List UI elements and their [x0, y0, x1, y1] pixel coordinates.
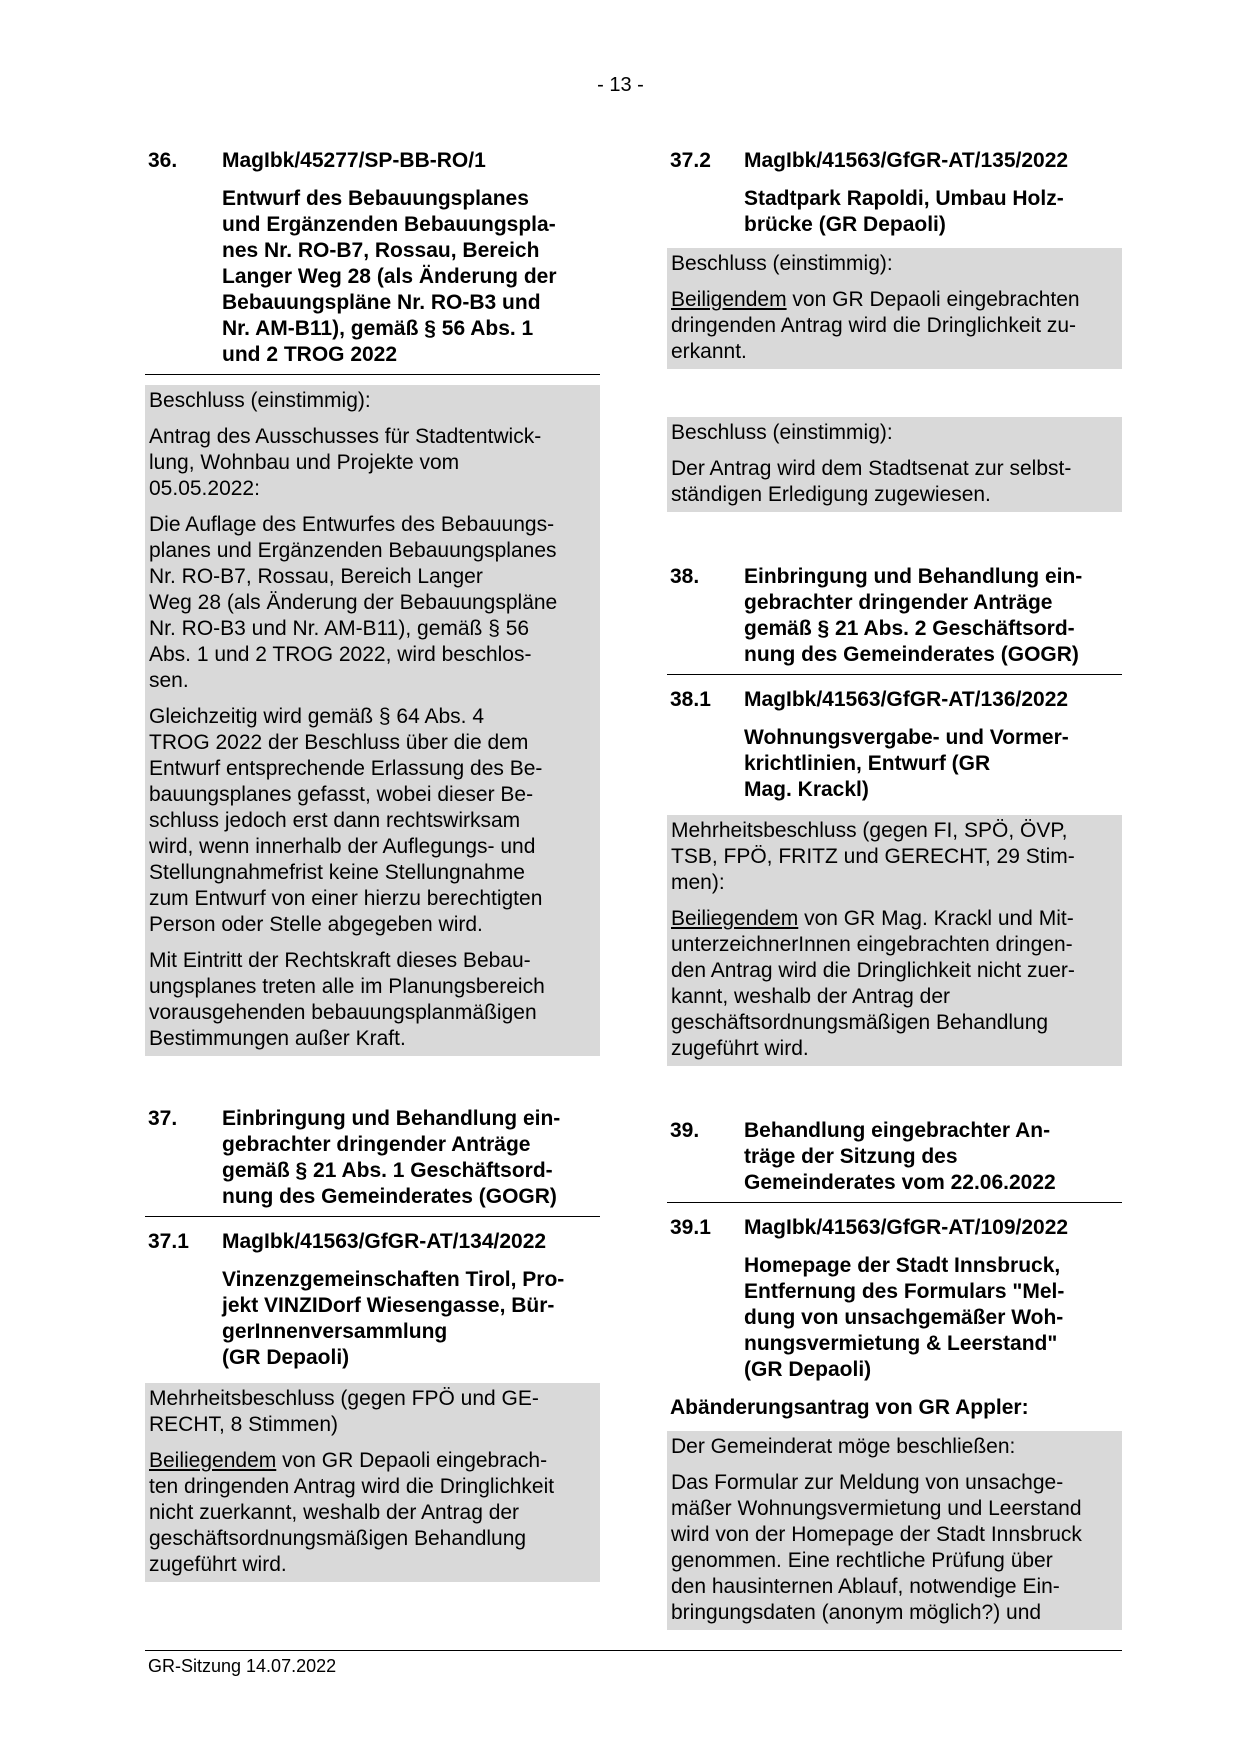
title-line: Langer Weg 28 (als Änderung der — [222, 265, 557, 288]
section-title — [145, 186, 600, 368]
line: 05.05.2022: — [149, 477, 260, 500]
section-39-1-heading — [667, 1215, 1122, 1383]
section-title — [145, 1267, 600, 1371]
resolution-label — [671, 818, 1118, 896]
section-number: 37.2 — [670, 149, 711, 172]
section-title — [222, 1106, 600, 1210]
title-line: gemäß § 21 Abs. 2 Geschäftsord- — [744, 617, 1075, 640]
underlined-word: Beiliegendem — [149, 1449, 277, 1472]
line: Mehrheitsbeschluss (gegen FI, SPÖ, ÖVP, — [671, 819, 1068, 842]
title-line: gebrachter dringender Anträge — [222, 1133, 531, 1156]
title-line: gerInnenversammlung — [222, 1320, 448, 1343]
line: Gleichzeitig wird gemäß § 64 Abs. 4 — [149, 705, 484, 728]
page-number: - 13 - — [597, 74, 644, 96]
line: den hausinternen Ablauf, notwendige Ein- — [671, 1575, 1060, 1598]
line: Stellungnahmefrist keine Stellungnahme — [149, 861, 525, 884]
line: geschäftsordnungsmäßigen Behandlung — [671, 1011, 1049, 1034]
line: lung, Wohnbau und Projekte vom — [149, 451, 460, 474]
line: vorausgehenden bebauungsplanmäßigen — [149, 1001, 537, 1024]
resolution-block — [667, 417, 1122, 512]
resolution-label — [149, 1386, 596, 1438]
section-title — [667, 725, 1122, 803]
line-rest: von GR Mag. Krackl und Mit- — [798, 907, 1074, 930]
title-line: Wohnungsvergabe- und Vormer- — [744, 726, 1069, 749]
resolution-block — [145, 385, 600, 1056]
line: nicht zuerkannt, weshalb der Antrag der — [149, 1501, 520, 1524]
paragraph — [149, 1448, 596, 1578]
line: geschäftsordnungsmäßigen Behandlung — [149, 1527, 527, 1550]
line: schluss jedoch erst dann rechtswirksam — [149, 809, 521, 832]
line: kannt, weshalb der Antrag der — [671, 985, 951, 1008]
line: Person oder Stelle abgegeben wird. — [149, 913, 483, 936]
left-column — [145, 148, 600, 1582]
title-line: und Ergänzenden Bebauungspla- — [222, 213, 556, 236]
paragraph — [149, 424, 596, 502]
section-code: MagIbk/41563/GfGR-AT/134/2022 — [222, 1230, 547, 1253]
footer-divider — [145, 1650, 1122, 1651]
line: Antrag des Ausschusses für Stadtentwick- — [149, 425, 542, 448]
line — [671, 287, 1118, 313]
right-column — [667, 148, 1122, 1630]
title-line: träge der Sitzung des — [744, 1145, 958, 1168]
section-36-heading — [145, 148, 600, 375]
resolution-block — [145, 1383, 600, 1582]
title-line: Nr. AM-B11), gemäß § 56 Abs. 1 — [222, 317, 534, 340]
title-line: Homepage der Stadt Innsbruck, — [744, 1254, 1061, 1277]
line: Entwurf entsprechende Erlassung des Be- — [149, 757, 543, 780]
section-38-heading — [667, 564, 1122, 675]
section-number: 38.1 — [670, 688, 711, 711]
line: planes und Ergänzenden Bebauungsplanes — [149, 539, 557, 562]
line: Abs. 1 und 2 TROG 2022, wird beschlos- — [149, 643, 532, 666]
paragraph — [149, 704, 596, 938]
line — [671, 906, 1118, 932]
title-line: nung des Gemeinderates (GOGR) — [222, 1185, 557, 1208]
line-rest: von GR Depaoli eingebrachten — [786, 288, 1080, 311]
title-line: dung von unsachgemäßer Woh- — [744, 1306, 1064, 1329]
title-line: Behandlung eingebrachter An- — [744, 1119, 1051, 1142]
line: dringenden Antrag wird die Dringlichkeit zu- — [671, 314, 1077, 337]
title-line: krichtlinien, Entwurf (GR — [744, 752, 991, 775]
line: unterzeichnerInnen eingebrachten dringen- — [671, 933, 1073, 956]
section-37-heading — [145, 1106, 600, 1217]
section-code: MagIbk/41563/GfGR-AT/136/2022 — [744, 688, 1069, 711]
motion-block — [667, 1431, 1122, 1630]
paragraph — [149, 948, 596, 1052]
section-code: MagIbk/41563/GfGR-AT/135/2022 — [744, 149, 1069, 172]
line: Das Formular zur Meldung von unsachge- — [671, 1471, 1064, 1494]
line: ten dringenden Antrag wird die Dringlichkeit — [149, 1475, 555, 1498]
section-number: 36. — [148, 149, 178, 172]
line: Der Antrag wird dem Stadtsenat zur selbst- — [671, 457, 1072, 480]
title-line: gemäß § 21 Abs. 1 Geschäftsord- — [222, 1159, 553, 1182]
line: Bestimmungen außer Kraft. — [149, 1027, 406, 1050]
line: sen. — [149, 669, 189, 692]
title-line: Mag. Krackl) — [744, 778, 869, 801]
motion-label: Der Gemeinderat möge beschließen: — [671, 1435, 1016, 1458]
paragraph — [671, 1470, 1118, 1626]
line: ständigen Erledigung zugewiesen. — [671, 483, 991, 506]
section-37-2-heading — [667, 148, 1122, 238]
line: RECHT, 8 Stimmen) — [149, 1413, 339, 1436]
line: TROG 2022 der Beschluss über die dem — [149, 731, 529, 754]
section-title — [667, 1253, 1122, 1383]
line: men): — [671, 871, 725, 894]
section-code: MagIbk/41563/GfGR-AT/109/2022 — [744, 1216, 1069, 1239]
section-38-1-heading — [667, 687, 1122, 803]
line: wird, wenn innerhalb der Auflegungs- und — [149, 835, 536, 858]
line: Die Auflage des Entwurfes des Bebauungs- — [149, 513, 555, 536]
line-rest: von GR Depaoli eingebrach- — [276, 1449, 548, 1472]
title-line: brücke (GR Depaoli) — [744, 213, 946, 236]
line: zugeführt wird. — [149, 1553, 287, 1576]
line: Weg 28 (als Änderung der Bebauungspläne — [149, 591, 558, 614]
title-line: Entwurf des Bebauungsplanes — [222, 187, 529, 210]
resolution-label: Beschluss (einstimmig): — [671, 421, 893, 444]
title-line: Vinzenzgemeinschaften Tirol, Pro- — [222, 1268, 565, 1291]
title-line: Einbringung und Behandlung ein- — [744, 565, 1083, 588]
title-line: Bebauungspläne Nr. RO-B3 und — [222, 291, 541, 314]
line: bauungsplanes gefasst, wobei dieser Be- — [149, 783, 534, 806]
line: Nr. RO-B7, Rossau, Bereich Langer — [149, 565, 483, 588]
section-code: MagIbk/45277/SP-BB-RO/1 — [222, 149, 486, 172]
line: erkannt. — [671, 340, 747, 363]
title-line: nung des Gemeinderates (GOGR) — [744, 643, 1079, 666]
title-line: (GR Depaoli) — [744, 1358, 872, 1381]
resolution-label: Beschluss (einstimmig): — [671, 252, 893, 275]
section-number: 38. — [670, 565, 700, 588]
paragraph — [671, 456, 1118, 508]
resolution-block — [667, 815, 1122, 1066]
title-line: Stadtpark Rapoldi, Umbau Holz- — [744, 187, 1064, 210]
resolution-label: Beschluss (einstimmig): — [149, 389, 371, 412]
paragraph — [671, 287, 1118, 365]
title-line: Gemeinderates vom 22.06.2022 — [744, 1171, 1056, 1194]
section-37-1-heading — [145, 1229, 600, 1371]
line: den Antrag wird die Dringlichkeit nicht zuer- — [671, 959, 1075, 982]
line: genommen. Eine rechtliche Prüfung über — [671, 1549, 1053, 1572]
title-line: nungsvermietung & Leerstand" — [744, 1332, 1058, 1355]
line — [149, 1448, 596, 1474]
section-title — [744, 564, 1122, 668]
title-line: jekt VINZIDorf Wiesengasse, Bür- — [222, 1294, 555, 1317]
line: bringungsdaten (anonym möglich?) und — [671, 1601, 1042, 1624]
title-line: Entfernung des Formulars "Mel- — [744, 1280, 1065, 1303]
title-line: nes Nr. RO-B7, Rossau, Bereich — [222, 239, 540, 262]
title-line: gebrachter dringender Anträge — [744, 591, 1053, 614]
line: TSB, FPÖ, FRITZ und GERECHT, 29 Stim- — [671, 845, 1075, 868]
title-line: und 2 TROG 2022 — [222, 343, 398, 366]
section-number: 39.1 — [670, 1216, 711, 1239]
line: Mehrheitsbeschluss (gegen FPÖ und GE- — [149, 1387, 539, 1410]
section-title — [744, 1118, 1122, 1196]
section-title — [667, 186, 1122, 238]
section-number: 37. — [148, 1107, 178, 1130]
line: wird von der Homepage der Stadt Innsbruck — [671, 1523, 1082, 1546]
section-number: 37.1 — [148, 1230, 189, 1253]
line: Nr. RO-B3 und Nr. AM-B11), gemäß § 56 — [149, 617, 530, 640]
resolution-block — [667, 248, 1122, 369]
underlined-word: Beiliegendem — [671, 907, 799, 930]
paragraph — [671, 906, 1118, 1062]
section-39-heading — [667, 1118, 1122, 1203]
line: Mit Eintritt der Rechtskraft dieses Bebau- — [149, 949, 531, 972]
line: zugeführt wird. — [671, 1037, 809, 1060]
line: zum Entwurf von einer hierzu berechtigten — [149, 887, 543, 910]
paragraph — [149, 512, 596, 694]
line: ungsplanes treten alle im Planungsbereich — [149, 975, 545, 998]
amendment-heading: Abänderungsantrag von GR Appler: — [670, 1396, 1029, 1419]
line: mäßer Wohnungsvermietung und Leerstand — [671, 1497, 1082, 1520]
underlined-word: Beiligendem — [671, 288, 787, 311]
section-number: 39. — [670, 1119, 700, 1142]
title-line: Einbringung und Behandlung ein- — [222, 1107, 561, 1130]
title-line: (GR Depaoli) — [222, 1346, 350, 1369]
footer-text: GR-Sitzung 14.07.2022 — [148, 1656, 337, 1676]
